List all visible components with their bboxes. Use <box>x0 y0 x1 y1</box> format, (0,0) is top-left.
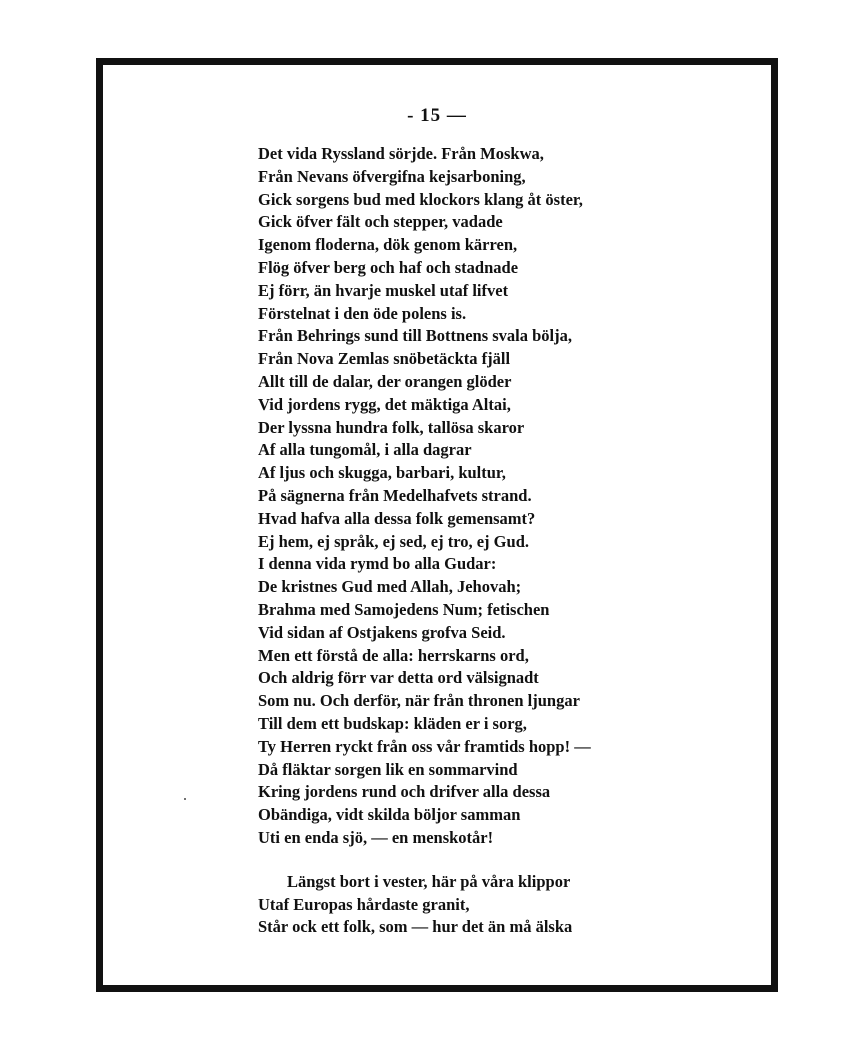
poem-line: Flög öfver berg och haf och stadnade <box>258 257 519 277</box>
poem-line: Vid jordens rygg, det mäktiga Altai, <box>258 394 511 414</box>
poem-line: Längst bort i vester, här på våra klippor <box>287 871 571 891</box>
poem-line: Men ett förstå de alla: herrskarns ord, <box>258 645 529 665</box>
page-frame <box>96 58 778 992</box>
poem-line: På sägnerna från Medelhafvets strand. <box>258 485 532 505</box>
poem-line: Som nu. Och derför, när från thronen ljungar <box>258 691 580 711</box>
poem-line: Till dem ett budskap: kläden er i sorg, <box>258 713 527 733</box>
poem-line: Uti en enda sjö, — en menskotår! <box>258 827 494 847</box>
poem-line: Der lyssna hundra folk, tallösa skaror <box>258 417 525 437</box>
poem-line: Ty Herren ryckt från oss vår framtids hopp! — <box>258 736 591 756</box>
stanza-1 <box>258 143 728 850</box>
ink-speck <box>184 798 186 800</box>
poem-line: Brahma med Samojedens Num; fetischen <box>258 599 550 619</box>
poem-line: Allt till de dalar, der orangen glöder <box>258 371 512 391</box>
poem-line: I denna vida rymd bo alla Gudar: <box>258 554 497 574</box>
poem-line: Hvad hafva alla dessa folk gemensamt? <box>258 508 536 528</box>
poem-line: Ej förr, än hvarje muskel utaf lifvet <box>258 280 509 300</box>
poem-line: Står ock ett folk, som — hur det än må älska <box>258 917 573 937</box>
poem-line: Af alla tungomål, i alla dagrar <box>258 440 472 460</box>
poem-line: Kring jordens rund och drifver alla dessa <box>258 782 551 802</box>
poem-line: Utaf Europas hårdaste granit, <box>258 894 470 914</box>
poem-line: Från Nevans öfvergifna kejsarboning, <box>258 166 526 186</box>
poem-line: Obändiga, vidt skilda böljor samman <box>258 805 521 825</box>
poem-line: Igenom floderna, dök genom kärren, <box>258 235 518 255</box>
poem-line: Det vida Ryssland sörjde. Från Moskwa, <box>258 144 544 163</box>
poem-line: Förstelnat i den öde polens is. <box>258 303 467 323</box>
poem-line: Af ljus och skugga, barbari, kultur, <box>258 463 506 483</box>
poem-line: Från Nova Zemlas snöbetäckta fjäll <box>258 349 511 369</box>
stanza-2 <box>258 871 728 939</box>
poem-line: Och aldrig förr var detta ord välsignadt <box>258 668 539 688</box>
poem-line: Då fläktar sorgen lik en sommarvind <box>258 759 518 779</box>
poem-line: Från Behrings sund till Bottnens svala bölja, <box>258 326 573 346</box>
page-number: - 15 — <box>407 105 467 126</box>
poem <box>258 143 728 939</box>
poem-line: Gick sorgens bud med klockors klang åt öster, <box>258 189 583 209</box>
poem-line: De kristnes Gud med Allah, Jehovah; <box>258 577 522 597</box>
poem-line: Gick öfver fält och stepper, vadade <box>258 212 503 232</box>
poem-line: Vid sidan af Ostjakens grofva Seid. <box>258 622 506 642</box>
poem-line: Ej hem, ej språk, ej sed, ej tro, ej Gud. <box>258 531 529 551</box>
